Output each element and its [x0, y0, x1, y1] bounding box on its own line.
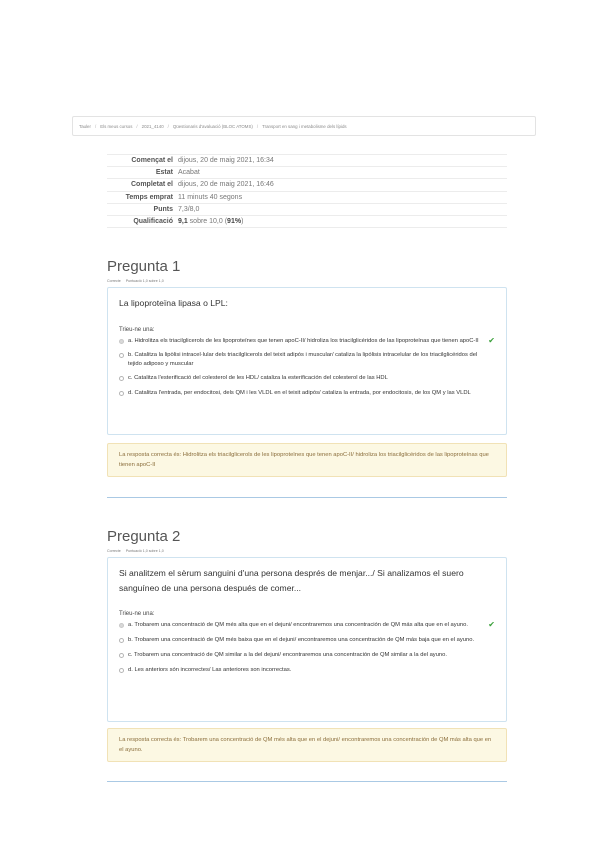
breadcrumb	[72, 116, 536, 136]
question-info	[107, 549, 164, 553]
grade-percent: 91%	[227, 218, 242, 226]
answer-text: a. Trobarem una concentració de QM més alta que en el dejuni/ encontraremos una concentración de QM más alta que en el ayuno.	[128, 622, 468, 628]
grade-value: 9,1	[178, 218, 188, 226]
answer-text: d. Les anteriors són incorrectes/ Las anteriores son incorrectas.	[128, 667, 292, 673]
answer-text: b. Catalitza la lipòlisi intracel·lular dels triacilglicerols del teixit adipós i muscular/ cataliza la lipólisis intracelular de los triacilglicéridos del tejido adiposo y muscular	[128, 351, 478, 367]
answer-option-b[interactable]	[119, 636, 495, 645]
summary-label: Temps emprat	[125, 193, 173, 201]
radio-icon[interactable]	[119, 653, 124, 658]
breadcrumb-section[interactable]: Qüestionaris d'avaluació (BLOC ATOMS)	[172, 123, 253, 129]
question-score: Puntuació 1,0 sobre 1,0	[125, 549, 164, 553]
question-box	[107, 287, 507, 435]
summary-value	[178, 215, 507, 227]
radio-icon[interactable]	[119, 638, 124, 643]
summary-row-completed	[107, 179, 507, 191]
summary-row-started	[107, 155, 507, 167]
answer-option-c[interactable]	[119, 374, 495, 383]
breadcrumb-quiz[interactable]: Transport en sang i metabolisme dels lípids	[262, 123, 347, 129]
question-title: Pregunta 2	[107, 528, 181, 545]
question-info	[107, 279, 164, 283]
question-status: Correcte	[107, 549, 121, 553]
summary-value: 11 minuts 40 segons	[178, 193, 243, 201]
summary-row-marks	[107, 203, 507, 215]
radio-icon[interactable]	[119, 353, 124, 358]
breadcrumb-home[interactable]: Tauler	[79, 123, 91, 129]
answer-text: a. Hidrolitza els triacilglicerols de les lipoproteïnes que tenen apoC-II/ hidroliza los triacilglicéridos de las lipoproteínas que tienen apoC-II	[128, 337, 479, 344]
answer-option-a[interactable]	[119, 621, 495, 630]
question-box	[107, 557, 507, 722]
radio-icon[interactable]	[119, 623, 124, 628]
summary-row-state	[107, 167, 507, 179]
correct-answer-feedback: La resposta correcta és: Hidrolitza els triacilglicerols de les lipoproteïnes que tenen apoC-II/ hidroliza los triacilglicéridos de las lipoproteínas que tienen apoC-II	[107, 443, 507, 477]
breadcrumb-course[interactable]: 2021_4140	[141, 123, 164, 129]
answer-option-d[interactable]	[119, 666, 495, 675]
summary-value: 7,3/8,0	[178, 205, 200, 213]
summary-label: Començat el	[131, 157, 173, 165]
breadcrumb-separator: /	[167, 123, 169, 129]
choose-one-label: Trieu-ne una:	[119, 326, 155, 333]
answer-text: b. Trobarem una concentració de QM més baixa que en el dejuni/ encontraremos una concentración de QM más baja que en el ayuno.	[128, 637, 475, 643]
summary-value: dijous, 20 de maig 2021, 16:34	[178, 157, 274, 165]
summary-label: Qualificació	[133, 218, 173, 226]
summary-label: Estat	[155, 169, 173, 177]
summary-label: Punts	[153, 205, 173, 213]
summary-value: dijous, 20 de maig 2021, 16:46	[178, 181, 274, 189]
radio-icon[interactable]	[119, 376, 124, 381]
breadcrumb-separator: /	[94, 123, 97, 129]
summary-row-grade	[107, 215, 507, 227]
check-icon: ✔	[488, 620, 495, 629]
breadcrumb-separator: /	[136, 123, 138, 129]
question-text: Si analitzem el sèrum sanguini d'una persona després de menjar.../ Si analizamos el suero sanguíneo de una persona después de comer...	[119, 568, 464, 593]
question-text: La lipoproteïna lipasa o LPL:	[119, 298, 228, 308]
question-status: Correcte	[107, 279, 121, 283]
grade-close: )	[241, 218, 244, 226]
summary-value: Acabat	[178, 169, 200, 177]
radio-icon[interactable]	[119, 668, 124, 673]
radio-icon[interactable]	[119, 391, 124, 396]
answer-text: d. Catalitza l'entrada, per endocitosi, dels QM i les VLDL en el teixit adipós/ cataliza la entrada, por endocitosis, de los QM y las VLDL	[128, 389, 471, 396]
radio-icon[interactable]	[119, 339, 124, 344]
answer-text: c. Trobarem una concentració de QM similar a la del dejuni/ encontraremos una concentración de QM similar a la del ayuno.	[128, 652, 447, 658]
breadcrumb-separator: /	[256, 123, 259, 129]
answer-text: c. Catalitza l'esterificació del colesterol de les HDL/ cataliza la esterificación del colesterol de las HDL	[128, 374, 388, 381]
question-divider	[107, 781, 507, 782]
answer-option-d[interactable]	[119, 389, 495, 398]
quiz-summary-table	[107, 154, 507, 228]
summary-label: Completat el	[130, 181, 173, 189]
check-icon: ✔	[488, 335, 495, 345]
correct-answer-feedback: La resposta correcta és: Trobarem una concentració de QM més alta que en el dejuni/ encontraremos una concentración de QM más alta que en el ayuno.	[107, 728, 507, 762]
choose-one-label: Trieu-ne una:	[119, 611, 155, 617]
question-title: Pregunta 1	[107, 258, 181, 275]
question-divider	[107, 497, 507, 498]
answer-option-a[interactable]	[119, 337, 495, 346]
grade-max: sobre 10,0 (	[187, 218, 228, 226]
summary-row-time-taken	[107, 191, 507, 203]
answer-option-b[interactable]	[119, 351, 495, 369]
answer-option-c[interactable]	[119, 651, 495, 660]
question-score: Puntuació 1,0 sobre 1,0	[125, 279, 164, 283]
breadcrumb-my-courses[interactable]: Els meus cursos	[100, 123, 133, 129]
